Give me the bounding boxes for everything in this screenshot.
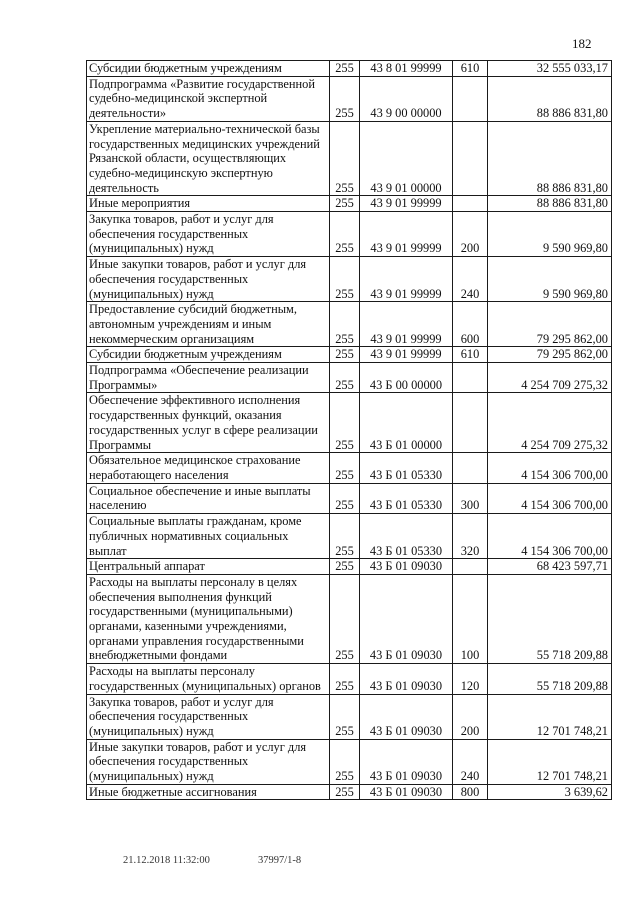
row-target-article-cell: 43 9 01 99999	[360, 212, 453, 257]
row-name-cell: Центральный аппарат	[87, 559, 330, 575]
row-name-cell: Субсидии бюджетным учреждениям	[87, 347, 330, 363]
row-code-cell: 255	[330, 363, 360, 393]
row-code-cell: 255	[330, 784, 360, 800]
footer-date: 21.12.2018 11:32:00	[123, 855, 210, 866]
row-name-cell: Обязательное медицинское страхование неработающего населения	[87, 453, 330, 483]
row-target-article-cell: 43 9 00 00000	[360, 76, 453, 121]
row-code-cell: 255	[330, 393, 360, 453]
budget-table-body	[87, 61, 612, 800]
row-target-article-cell: 43 9 01 99999	[360, 196, 453, 212]
row-target-article-cell: 43 Б 01 09030	[360, 784, 453, 800]
row-target-article-cell: 43 9 01 00000	[360, 121, 453, 196]
row-code-cell: 255	[330, 483, 360, 513]
table-row	[87, 363, 612, 393]
row-expense-type-cell: 610	[453, 347, 488, 363]
row-expense-type-cell	[453, 363, 488, 393]
row-target-article-cell: 43 Б 01 05330	[360, 453, 453, 483]
row-name-cell: Подпрограмма «Развитие государственной судебно-медицинской экспертной деятельности»	[87, 76, 330, 121]
row-expense-type-cell: 200	[453, 694, 488, 739]
page-number: 182	[572, 36, 592, 51]
row-name-cell: Иные закупки товаров, работ и услуг для обеспечения государственных (муниципальных) нужд	[87, 257, 330, 302]
row-code-cell: 255	[330, 347, 360, 363]
row-amount-cell: 55 718 209,88	[488, 664, 612, 694]
row-expense-type-cell: 600	[453, 302, 488, 347]
row-amount-cell: 12 701 748,21	[488, 694, 612, 739]
row-amount-cell: 79 295 862,00	[488, 347, 612, 363]
row-expense-type-cell: 300	[453, 483, 488, 513]
row-expense-type-cell: 120	[453, 664, 488, 694]
row-code-cell: 255	[330, 739, 360, 784]
row-amount-cell: 55 718 209,88	[488, 574, 612, 663]
table-row	[87, 694, 612, 739]
row-target-article-cell: 43 Б 01 00000	[360, 393, 453, 453]
row-code-cell: 255	[330, 257, 360, 302]
row-target-article-cell: 43 Б 01 09030	[360, 694, 453, 739]
row-expense-type-cell: 100	[453, 574, 488, 663]
row-expense-type-cell: 240	[453, 739, 488, 784]
table-row	[87, 257, 612, 302]
row-name-cell: Социальное обеспечение и иные выплаты населению	[87, 483, 330, 513]
row-expense-type-cell: 800	[453, 784, 488, 800]
row-name-cell: Предоставление субсидий бюджетным, автономным учреждениям и иным некоммерческим организациям	[87, 302, 330, 347]
table-row	[87, 76, 612, 121]
row-code-cell: 255	[330, 196, 360, 212]
row-name-cell: Иные бюджетные ассигнования	[87, 784, 330, 800]
row-amount-cell: 4 154 306 700,00	[488, 453, 612, 483]
table-row	[87, 121, 612, 196]
row-code-cell: 255	[330, 121, 360, 196]
row-amount-cell: 88 886 831,80	[488, 196, 612, 212]
table-row	[87, 784, 612, 800]
table-row	[87, 453, 612, 483]
row-name-cell: Расходы на выплаты персоналу в целях обеспечения выполнения функций государственными (муниципальными) органами, казенными учреждениями, органами управления государственными внебюджетными фондами	[87, 574, 330, 663]
row-target-article-cell: 43 Б 01 09030	[360, 574, 453, 663]
row-name-cell: Закупка товаров, работ и услуг для обеспечения государственных (муниципальных) нужд	[87, 694, 330, 739]
table-row	[87, 559, 612, 575]
row-target-article-cell: 43 Б 01 09030	[360, 559, 453, 575]
table-row	[87, 574, 612, 663]
table-row	[87, 61, 612, 77]
row-target-article-cell: 43 Б 01 09030	[360, 664, 453, 694]
row-amount-cell: 88 886 831,80	[488, 76, 612, 121]
row-target-article-cell: 43 Б 01 05330	[360, 483, 453, 513]
row-amount-cell: 4 254 709 275,32	[488, 363, 612, 393]
row-code-cell: 255	[330, 559, 360, 575]
row-target-article-cell: 43 Б 00 00000	[360, 363, 453, 393]
row-expense-type-cell: 610	[453, 61, 488, 77]
row-code-cell: 255	[330, 694, 360, 739]
row-name-cell: Субсидии бюджетным учреждениям	[87, 61, 330, 77]
footer-document-code: 37997/1-8	[258, 855, 302, 866]
row-amount-cell: 9 590 969,80	[488, 257, 612, 302]
row-amount-cell: 3 639,62	[488, 784, 612, 800]
row-name-cell: Обеспечение эффективного исполнения государственных функций, оказания государственных услуг в сфере реализации Программы	[87, 393, 330, 453]
table-row	[87, 393, 612, 453]
row-code-cell: 255	[330, 574, 360, 663]
row-code-cell: 255	[330, 514, 360, 559]
row-name-cell: Укрепление материально-технической базы государственных медицинских учреждений Рязанской области, осуществляющих судебно-медицинскую экспертную деятельность	[87, 121, 330, 196]
table-row	[87, 212, 612, 257]
row-name-cell: Иные мероприятия	[87, 196, 330, 212]
table-row	[87, 196, 612, 212]
table-row	[87, 739, 612, 784]
row-amount-cell: 32 555 033,17	[488, 61, 612, 77]
row-target-article-cell: 43 9 01 99999	[360, 257, 453, 302]
row-name-cell: Подпрограмма «Обеспечение реализации Программы»	[87, 363, 330, 393]
row-amount-cell: 79 295 862,00	[488, 302, 612, 347]
row-amount-cell: 4 254 709 275,32	[488, 393, 612, 453]
row-expense-type-cell	[453, 196, 488, 212]
row-code-cell: 255	[330, 76, 360, 121]
row-amount-cell: 9 590 969,80	[488, 212, 612, 257]
table-row	[87, 347, 612, 363]
row-code-cell: 255	[330, 302, 360, 347]
row-name-cell: Иные закупки товаров, работ и услуг для обеспечения государственных (муниципальных) нужд	[87, 739, 330, 784]
row-target-article-cell: 43 8 01 99999	[360, 61, 453, 77]
table-row	[87, 514, 612, 559]
row-code-cell: 255	[330, 453, 360, 483]
row-amount-cell: 4 154 306 700,00	[488, 514, 612, 559]
row-code-cell: 255	[330, 664, 360, 694]
row-expense-type-cell: 320	[453, 514, 488, 559]
row-code-cell: 255	[330, 212, 360, 257]
row-target-article-cell: 43 Б 01 05330	[360, 514, 453, 559]
row-expense-type-cell	[453, 559, 488, 575]
row-amount-cell: 12 701 748,21	[488, 739, 612, 784]
row-expense-type-cell	[453, 393, 488, 453]
row-target-article-cell: 43 Б 01 09030	[360, 739, 453, 784]
row-amount-cell: 68 423 597,71	[488, 559, 612, 575]
table-row	[87, 483, 612, 513]
row-expense-type-cell	[453, 121, 488, 196]
row-expense-type-cell	[453, 76, 488, 121]
row-name-cell: Расходы на выплаты персоналу государственных (муниципальных) органов	[87, 664, 330, 694]
row-name-cell: Социальные выплаты гражданам, кроме публичных нормативных социальных выплат	[87, 514, 330, 559]
row-target-article-cell: 43 9 01 99999	[360, 302, 453, 347]
row-amount-cell: 4 154 306 700,00	[488, 483, 612, 513]
row-expense-type-cell: 200	[453, 212, 488, 257]
budget-table	[86, 60, 612, 800]
row-name-cell: Закупка товаров, работ и услуг для обеспечения государственных (муниципальных) нужд	[87, 212, 330, 257]
row-target-article-cell: 43 9 01 99999	[360, 347, 453, 363]
row-code-cell: 255	[330, 61, 360, 77]
row-amount-cell: 88 886 831,80	[488, 121, 612, 196]
row-expense-type-cell: 240	[453, 257, 488, 302]
table-row	[87, 664, 612, 694]
table-row	[87, 302, 612, 347]
row-expense-type-cell	[453, 453, 488, 483]
